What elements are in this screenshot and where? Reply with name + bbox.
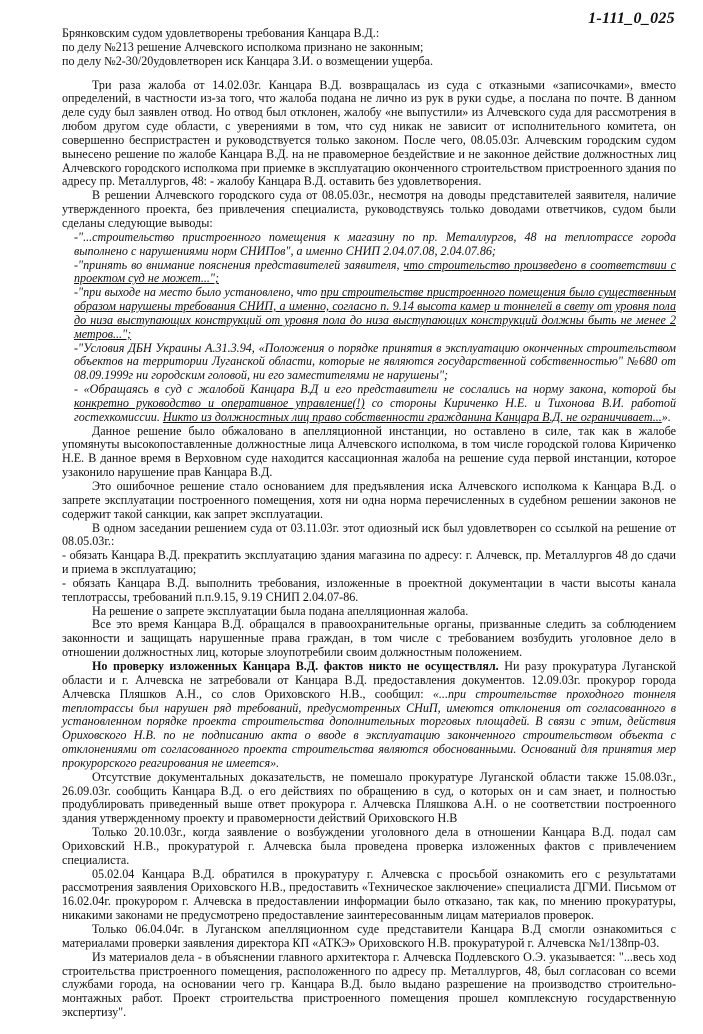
paragraph: На решение о запрете эксплуатации была подана апелляционная жалоба. xyxy=(92,603,469,618)
quote-text: -"при выходе на место было установлено, что xyxy=(74,285,321,300)
paragraph: Из материалов дела - в объяснении главного архитектора г. Алчевска Подлевского О.Э. указывается: "...весь ход строительства пристроенного помещения, расположенного по адресу пр. Металлургов, 48, был согласован со всеми службами города, на основании чего гр. Канцара В.Д. было выдано разрешение на производство строительно-монтажных работ. Проект строительства пристроенного помещения прошел комплексную государственную экспертизу". xyxy=(62,949,676,1020)
paragraph: Три раза жалоба от 14.02.03г. Канцара В.Д. возвращалась из суда с отказными «записочками», вместо определений, в частности из-за того, что жалоба подана не лично из рук в руки судье, а послана по почте. В данном деле суду был заявлен отвод. Но отвод был отклонен, жалобу «не выпустили» из Алчевского суда для рассмотрения в любом другом суде области, с уверениями в том, что суд никак не зависит от исполнительного комитета, он совершенно беспристрастен и руководствуется только законом. После чего, 08.05.03г. Алчевским городским судом вынесено решение по жалобе Канцара В.Д. на не правомерное бездействие и не законное действие должностных лиц Алчевского городского исполкома при приемке в эксплуатацию оконченного строительством пристроенного здания по адресу пр. Металлургов, 48: - жалобу Канцара В.Д. оставить без удовлетворения. xyxy=(62,77,676,189)
paragraph: Это ошибочное решение стало основанием для предъявления иска Алчевского исполкома к Канцара В.Д. о запрете эксплуатации построенного помещения, хотя ни одна норма перечисленных в судебном решении законов не содержит такой санкции, как запрет эксплуатации. xyxy=(62,479,676,521)
paragraph: 05.02.04 Канцара В.Д. обратился в прокуратуру г. Алчевска с просьбой ознакомить его с результатами рассмотрения заявления Ориховского Н.В., предоставить «Техническое заключение» специалиста ДГМИ. Письмом от 16.02.04г. прокурором г. Алчевска в предоставлении информации было отказано, так как, по мнению прокуратуры, никакими законами не предусмотрено предоставление заинтересованным лицам материалов проверок. xyxy=(62,866,676,923)
document-body xyxy=(62,27,676,1020)
quote-text: ». xyxy=(661,409,671,424)
paragraph: - обязать Канцара В.Д. прекратить эксплуатацию здания магазина по адресу: г. Алчевск, пр. Металлургов 48 до сдачи и приема в эксплуатацию; xyxy=(62,548,676,577)
paragraph: Только 20.10.03г., когда заявление о возбуждении уголовного дела в отношении Канцара В.Д. подал сам Ориховский Н.В., прокуратурой г. Алчевска была проведена проверка изложенных фактов с привлечением специалиста. xyxy=(62,825,676,867)
header-line: Брянковским судом удовлетворены требования Канцара В.Д.: xyxy=(62,26,380,40)
underlined-text: что строительство произведено в соответствии с проектом суд не может..."; xyxy=(74,257,676,286)
underlined-text: конкретно руководство и оперативное управление(!) xyxy=(74,395,365,410)
paragraph-text: Ни разу прокуратура Луганской области и г. Алчевска не затребовали от Канцара В.Д. предоставления документов. 12.09.03г. прокурор города Алчевска Пляшков А.Н., со слов Ориховского Н.В., сообщил: xyxy=(62,658,677,701)
quote-text: - «Обращаясь в суд с жалобой Канцара В.Д и его представители не сослались на норму закона, которой бы xyxy=(74,382,676,397)
paragraph: Данное решение было обжаловано в апелляционной инстанции, но оставлено в силе, так как в жалобе упомянуты высокопоставленные должностные лица Алчевского исполкома, в том числе городской голова Кириченко Н.Е. В данное время в Верховном суде находится кассационная жалоба на решение суда первой инстанции, которое узаконило нарушение прав Канцара В.Д. xyxy=(62,423,676,480)
paragraph: Все это время Канцара В.Д. обращался в правоохранительные органы, призванные следить за соблюдением законности и защищать нарушенные права граждан, в том числе с требованием возбудить уголовное дело в отношении должностных лиц, которые злоупотребили своим должностным положением. xyxy=(62,617,676,660)
bold-text: Но проверку изложенных Канцара В.Д. фактов никто не осуществлял. xyxy=(92,658,499,673)
header-block xyxy=(62,27,676,69)
paragraph: Только 06.04.04г. в Луганском апелляционном суде представители Канцара В.Д смогли ознакомиться с материалами проверки заявления директора КП «АТКЭ» Ориховского Н.В. прокуратурой г. Алчевска №1/138пр-03. xyxy=(62,922,676,950)
court-quote xyxy=(62,259,676,287)
court-quote: -"...строительство пристроенного помещения к магазину по пр. Металлургов, 48 на теплотрассе города выполнено с нарушениями норм СНИПов", а именно СНИП 2.04.07.08, 2.04.07.86; xyxy=(74,229,676,258)
quote-text: со стороны Кириченко Н.Е. и Тихонова В.И. работой гостехкомиссии. xyxy=(74,395,677,424)
paragraph: - обязать Канцара В.Д. выполнить требования, изложенные в проектной документации в части высоты канала теплотрассы, требований п.п.9.15, 9.19 СНИП 2.04.07-86. xyxy=(62,575,676,604)
header-line: по делу №213 решение Алчевского исполкома признано не законным; xyxy=(62,39,424,54)
paragraph xyxy=(62,660,676,771)
underlined-text: Никто из должностных лиц право собственности гражданина Канцара В.Д. не ограничивает... xyxy=(162,409,662,424)
court-quote xyxy=(62,286,676,341)
underlined-text: при строительстве пристроенного помещения было существенным образом нарушены требования СНИП, а именно, согласно п. 9.14 высота камер и тоннелей в свету от уровня пола до низа выступающих конструкций от уровня пола до низа выступающих конструкций должны быть не менее 2 метров..."; xyxy=(74,285,677,341)
paragraph: В решении Алчевского городского суда от 08.05.03г., несмотря на доводы представителей заявителя, наличие утвержденного проекта, без привлечения специалиста, руководствуясь только доводами ответчиков, судом были сделаны следующие выводы: xyxy=(62,188,676,230)
paragraph: В одном заседании решением суда от 03.11.03г. этот одиозный иск был удовлетворен со ссылкой на решение от 08.05.03г.: xyxy=(62,520,676,549)
court-quote: -"Условия ДБН Украины А.31.3.94, «Положения о порядке принятия в эксплуатацию оконченных строительством объектов на территории Луганской области, которые не являются государственной собственностью" №680 от 08.09.1999г ни городским головой, ни его заместителями не нарушены"; xyxy=(74,340,676,383)
header-line: по делу №2-30/20удовлетворен иск Канцара З.И. о возмещении ущерба. xyxy=(62,53,434,68)
italic-quote: «...при строительстве проходного тоннеля теплотрассы был нарушен ряд требований, предусмотренных СНиП, имеются отклонения от согласованного в установленном порядке проекта строительства дополнительных торговых площадей. В связи с этим, действия Ориховского Н.В. по не подписанию акта о вводе в эксплуатацию законченного строительством объекта с отклонениями от согласованного проекта строительства являются обоснованными. Оснований для принятия мер прокурорского реагирования не имеется». xyxy=(62,686,676,770)
court-quote xyxy=(62,383,676,425)
paragraph: Отсутствие документальных доказательств, не помешало прокуратуре Луганской области также 15.08.03г., 26.09.03г. сообщить Канцара В.Д. о его действиях по обращению в суд, о которых он и сам знает, и полностью продублировать приведенный выше ответ прокурора г. Алчевска Пляшкова А.Н. о не соответствии построенного здания утвержденному проекту и правомерности действий Ориховского Н.В xyxy=(62,769,676,826)
document-id: 1-111_0_025 xyxy=(588,10,675,27)
quote-text: -"принять во внимание пояснения представителей заявителя, xyxy=(74,257,404,272)
